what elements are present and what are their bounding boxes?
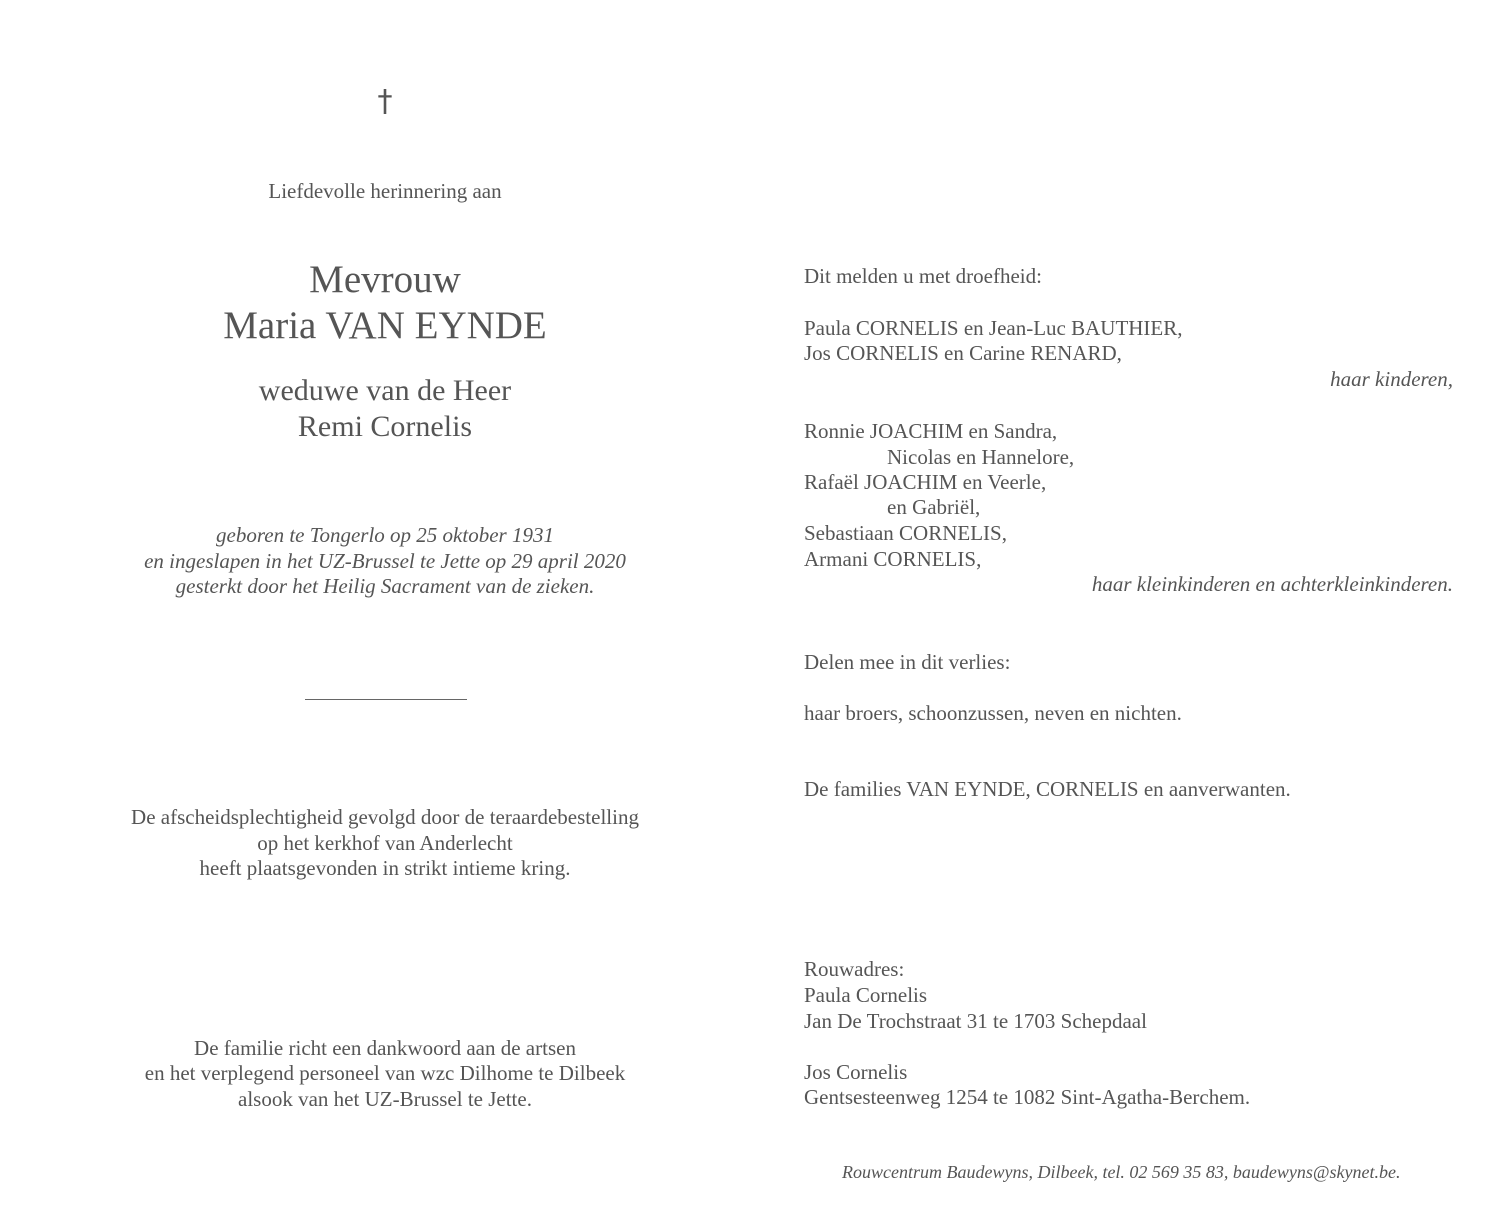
grandchild-4: en Gabriël,	[887, 495, 981, 519]
grandchildren-role: haar kleinkinderen en achterkleinkinderen.	[1091, 572, 1453, 596]
child-1: Paula CORNELIS en Jean-Luc BAUTHIER,	[804, 316, 1183, 340]
ceremony-line-2: op het kerkhof van Anderlecht	[257, 831, 513, 855]
siblings-text: haar broers, schoonzussen, neven en nichten.	[804, 701, 1182, 725]
divider-line	[305, 699, 467, 700]
families-text: De families VAN EYNDE, CORNELIS en aanverwanten.	[804, 777, 1291, 801]
grandchild-2: Nicolas en Hannelore,	[887, 445, 1075, 469]
grandchild-6: Armani CORNELIS,	[804, 547, 982, 571]
deceased-name: Maria VAN EYNDE	[223, 304, 547, 347]
address1-street: Jan De Trochstraat 31 te 1703 Schepdaal	[804, 1009, 1147, 1033]
thanks-line-3: alsook van het UZ-Brussel te Jette.	[238, 1087, 532, 1111]
funeral-home-footer: Rouwcentrum Baudewyns, Dilbeek, tel. 02 569 35 83, baudewyns@skynet.be.	[842, 1162, 1401, 1182]
grandchild-3: Rafaël JOACHIM en Veerle,	[804, 470, 1047, 494]
intro-text: Liefdevolle herinnering aan	[268, 179, 502, 203]
announce-text: Dit melden u met droefheid:	[804, 264, 1042, 288]
ceremony-line-3: heeft plaatsgevonden in strikt intieme kring.	[199, 856, 571, 880]
children-role: haar kinderen,	[1330, 367, 1453, 391]
share-intro: Delen mee in dit verlies:	[804, 650, 1011, 674]
grandchild-1: Ronnie JOACHIM en Sandra,	[804, 419, 1058, 443]
address2-street: Gentsesteenweg 1254 te 1082 Sint-Agatha-Berchem.	[804, 1085, 1251, 1109]
ceremony-line-1: De afscheidsplechtigheid gevolgd door de teraardebestelling	[131, 805, 639, 829]
widow-line-2: Remi Cornelis	[297, 410, 473, 443]
deceased-title: Mevrouw	[309, 258, 461, 301]
address2-name: Jos Cornelis	[804, 1060, 908, 1084]
address1-name: Paula Cornelis	[804, 983, 928, 1007]
widow-line-1: weduwe van de Heer	[258, 374, 512, 407]
birth-text: geboren te Tongerlo op 25 oktober 1931	[216, 523, 554, 547]
child-2: Jos CORNELIS en Carine RENARD,	[804, 341, 1122, 365]
thanks-line-1: De familie richt een dankwoord aan de artsen	[194, 1036, 576, 1060]
sacrament-text: gesterkt door het Heilig Sacrament van de zieken.	[175, 574, 595, 598]
grandchild-5: Sebastiaan CORNELIS,	[804, 521, 1007, 545]
thanks-line-2: en het verplegend personeel van wzc Dilhome te Dilbeek	[144, 1061, 626, 1085]
cross-icon: †	[377, 84, 393, 119]
death-text: en ingeslapen in het UZ-Brussel te Jette op 29 april 2020	[144, 549, 626, 573]
address-title: Rouwadres:	[804, 957, 905, 981]
